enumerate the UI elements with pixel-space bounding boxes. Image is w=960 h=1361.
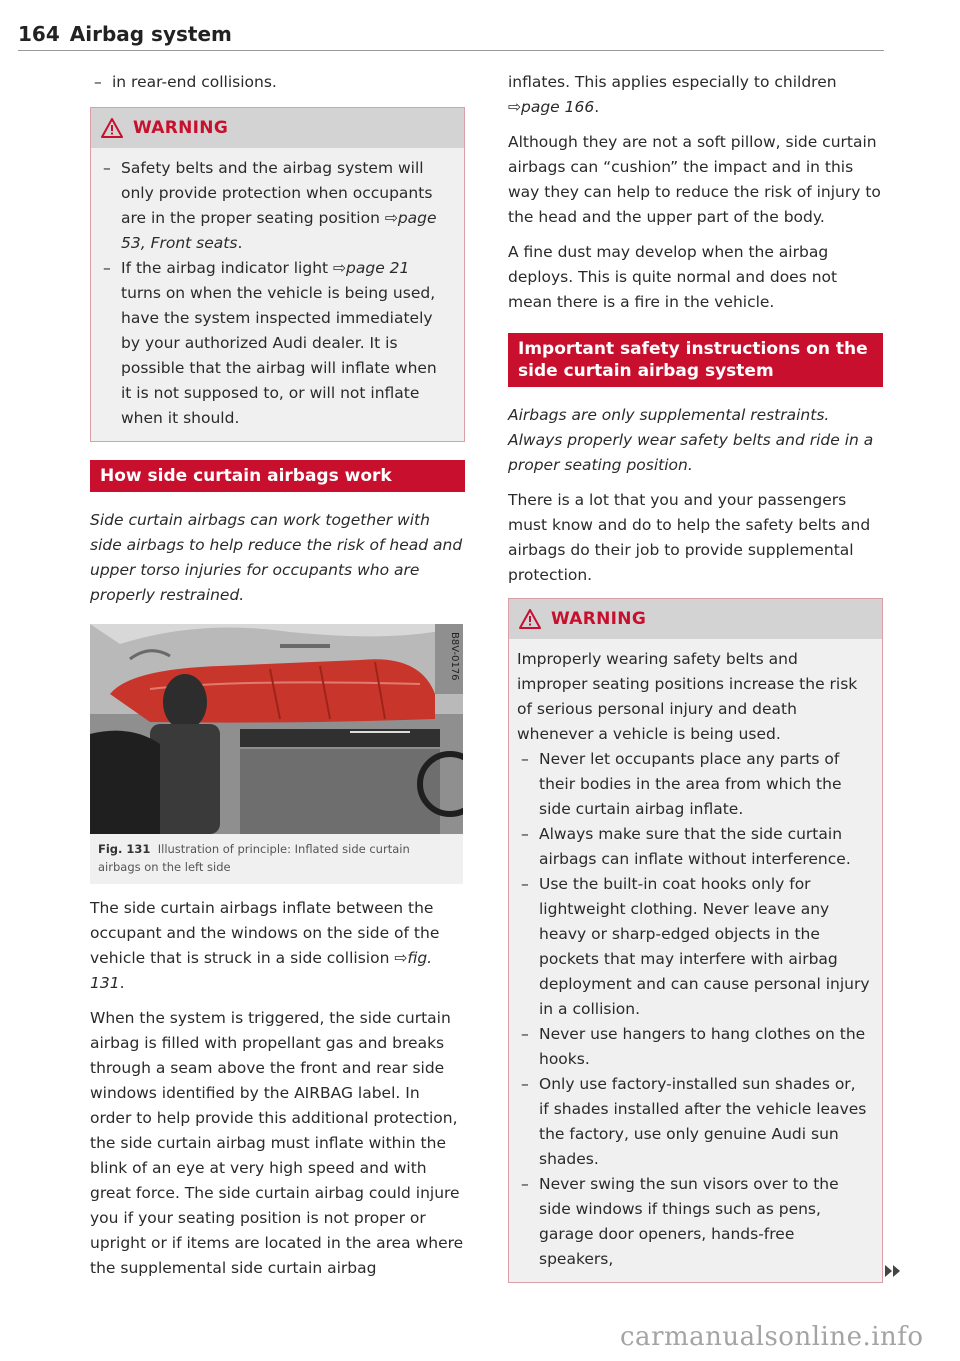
paragraph: inflates. This applies especially to children ⇨page 166. bbox=[508, 73, 837, 116]
figure-caption-text: Illustration of principle: Inflated side curtain airbags on the left side bbox=[98, 842, 410, 874]
figure-131 bbox=[90, 624, 463, 884]
warning-header bbox=[91, 108, 464, 148]
page-reference[interactable]: ⇨page 21 bbox=[333, 259, 410, 277]
warning-box bbox=[90, 107, 465, 442]
list-item: – Never swing the sun visors over to the side windows if things such as pens, garage door openers, hands-free speakers, bbox=[517, 1172, 870, 1272]
list-item: – Always make sure that the side curtain airbags can inflate without interference. bbox=[517, 822, 870, 872]
page-header bbox=[18, 22, 232, 46]
list-item: – Safety belts and the airbag system will only provide protection when occupants are in the proper seating position ⇨page 53, Front seats. bbox=[99, 156, 452, 256]
warning-triangle-icon bbox=[101, 118, 123, 138]
list-item: – Never let occupants place any parts of their bodies in the area from which the side curtain airbag inflate. bbox=[517, 747, 870, 822]
watermark: carmanualsonline.info bbox=[620, 1322, 924, 1352]
left-column bbox=[90, 70, 465, 1291]
page-reference[interactable]: ⇨page 166 bbox=[508, 98, 595, 116]
warning-box bbox=[508, 598, 883, 1283]
warning-intro: Improperly wearing safety belts and improper seating positions increase the risk of serious personal injury and death whenever a vehicle is being used. bbox=[517, 650, 858, 743]
page-number: 164 bbox=[18, 22, 60, 46]
paragraph: The side curtain airbags inflate between the occupant and the windows on the side of the vehicle that is struck in a side collision ⇨fig. 131. bbox=[90, 899, 440, 992]
warning-title: WARNING bbox=[133, 117, 229, 138]
list-item: – Use the built-in coat hooks only for lightweight clothing. Never leave any heavy or sharp-edged objects in the pockets that may interfere with airbag deployment and can cause personal injury in a collision. bbox=[517, 872, 870, 1022]
warning-header bbox=[509, 599, 882, 639]
header-divider bbox=[18, 50, 884, 51]
paragraph: There is a lot that you and your passengers must know and do to help the safety belts and airbags do their job to provide supplemental protection. bbox=[508, 491, 871, 584]
intro-list bbox=[90, 70, 465, 95]
warning-list bbox=[517, 747, 870, 1272]
section-heading: How side curtain airbags work bbox=[90, 460, 465, 492]
section-heading: Important safety instructions on the side curtain airbag system bbox=[508, 333, 883, 387]
list-item: – in rear-end collisions. bbox=[90, 70, 465, 95]
section-lead: Side curtain airbags can work together with side airbags to help reduce the risk of head and upper torso injuries for occupants who are properly restrained. bbox=[90, 511, 463, 604]
warning-title: WARNING bbox=[551, 608, 647, 629]
section-lead: Airbags are only supplemental restraints. Always properly wear safety belts and ride in a proper seating position. bbox=[508, 406, 874, 474]
warning-triangle-icon bbox=[519, 609, 541, 629]
figure-reference[interactable]: ⇨fig. 131 bbox=[90, 949, 433, 992]
list-item: – Only use factory-installed sun shades or, if shades installed after the vehicle leaves the factory, use only genuine Audi sun shades. bbox=[517, 1072, 870, 1172]
paragraph: When the system is triggered, the side curtain airbag is filled with propellant gas and breaks through a seam above the front and rear side windows identified by the AIRBAG label. In order to help provide this additional protection, the side curtain airbag must inflate within the blink of an eye at very high speed and with great force. The side curtain airbag could injure you if your seating position is not proper or upright or if items are located in the area where the supplemental side curtain airbag bbox=[90, 1009, 464, 1277]
paragraph: A fine dust may develop when the airbag deploys. This is quite normal and does not mean there is a fire in the vehicle. bbox=[508, 243, 838, 311]
section-title: Airbag system bbox=[69, 22, 232, 46]
airbag-illustration bbox=[90, 624, 463, 834]
figure-code: B8V-0176 bbox=[449, 632, 460, 681]
continue-arrow-icon bbox=[884, 1264, 902, 1278]
right-column bbox=[508, 70, 883, 1301]
figure-label: Fig. 131 bbox=[98, 842, 151, 856]
paragraph: Although they are not a soft pillow, side curtain airbags can “cushion” the impact and in this way they can help to reduce the risk of injury to the head and the upper part of the body. bbox=[508, 133, 881, 226]
page-reference[interactable]: ⇨page 53, Front seats bbox=[121, 209, 437, 252]
list-item: – If the airbag indicator light ⇨page 21 turns on when the vehicle is being used, have the system inspected immediately by your authorized Audi dealer. It is possible that the airbag will inflate when it is not supposed to, or will not inflate when it should. bbox=[99, 256, 452, 431]
list-item: – Never use hangers to hang clothes on the hooks. bbox=[517, 1022, 870, 1072]
figure-caption bbox=[90, 834, 463, 884]
warning-list bbox=[99, 156, 452, 431]
